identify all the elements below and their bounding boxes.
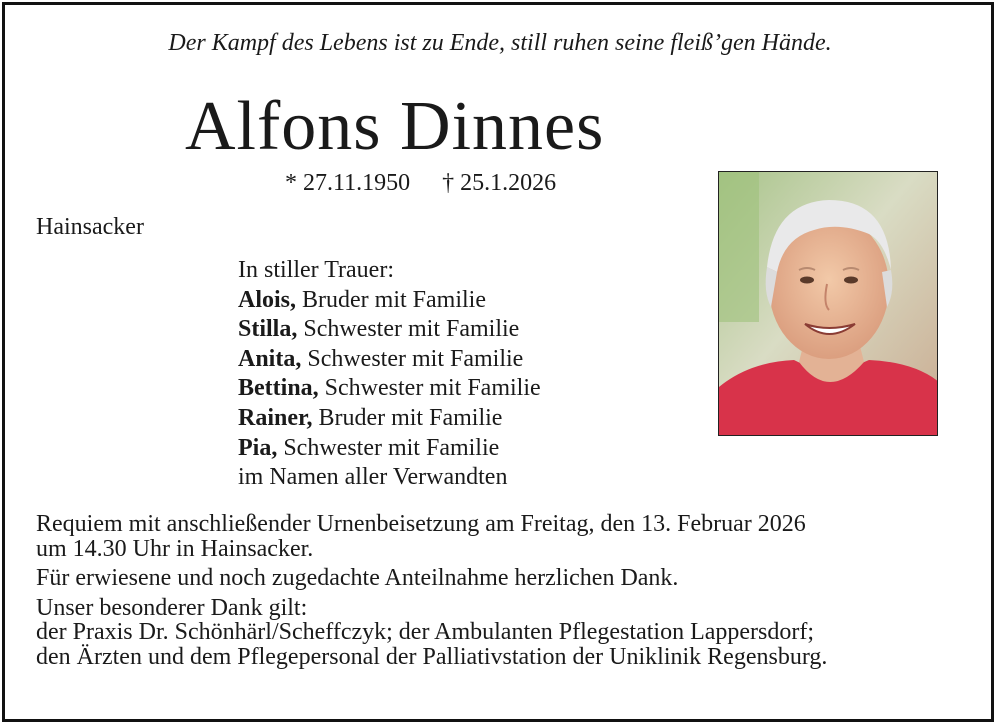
motto: Der Kampf des Lebens ist zu Ende, still ruhen seine fleiß’gen Hände.	[168, 30, 832, 56]
requiem-line: um 14.30 Uhr in Hainsacker.	[36, 535, 314, 562]
mourner-relation: Schwester mit Familie	[297, 316, 520, 343]
mourner-relation: Bruder mit Familie	[296, 286, 486, 313]
mourners-closing: im Namen aller Verwandten	[238, 464, 508, 491]
requiem-paragraph	[36, 512, 976, 561]
mourner-relation: Schwester mit Familie	[318, 375, 541, 402]
list-item	[238, 315, 541, 345]
mourner-name: Alois,	[238, 286, 297, 313]
mourner-name: Pia,	[238, 434, 278, 461]
special-thanks-line: den Ärzten und dem Pflegepersonal der Palliativstation der Uniklinik Regensburg.	[36, 643, 828, 670]
list-item	[238, 345, 541, 375]
hometown: Hainsacker	[36, 214, 144, 240]
special-thanks-paragraph	[36, 596, 976, 670]
mourners-list	[238, 256, 541, 493]
special-thanks-line: der Praxis Dr. Schönhärl/Scheffczyk; der Ambulanten Pflegestation Lappersdorf;	[36, 619, 815, 645]
mourner-name: Anita,	[238, 345, 302, 372]
deceased-name: Alfons Dinnes	[185, 88, 605, 165]
list-item	[238, 434, 541, 464]
list-item	[238, 286, 541, 316]
mourners-intro: In stiller Trauer:	[238, 257, 394, 283]
list-item	[238, 404, 541, 434]
mourner-relation: Schwester mit Familie	[277, 434, 500, 461]
service-info	[36, 512, 976, 674]
mourner-name: Rainer,	[238, 404, 313, 431]
birth-date: * 27.11.1950	[285, 170, 411, 196]
mourner-name: Bettina,	[238, 375, 319, 402]
thanks-paragraph: Für erwiesene und noch zugedachte Anteilnahme herzlichen Dank.	[36, 565, 679, 591]
life-dates	[285, 170, 556, 197]
mourner-relation: Bruder mit Familie	[312, 404, 503, 431]
death-date: † 25.1.2026	[442, 170, 557, 196]
mourner-relation: Schwester mit Familie	[301, 345, 524, 372]
requiem-line: Requiem mit anschließender Urnenbeisetzung am Freitag, den 13. Februar 2026	[36, 511, 806, 537]
special-thanks-intro: Unser besonderer Dank gilt:	[36, 594, 308, 621]
mourner-name: Stilla,	[238, 316, 298, 343]
list-item	[238, 374, 541, 404]
portrait-photo-icon	[718, 171, 938, 436]
